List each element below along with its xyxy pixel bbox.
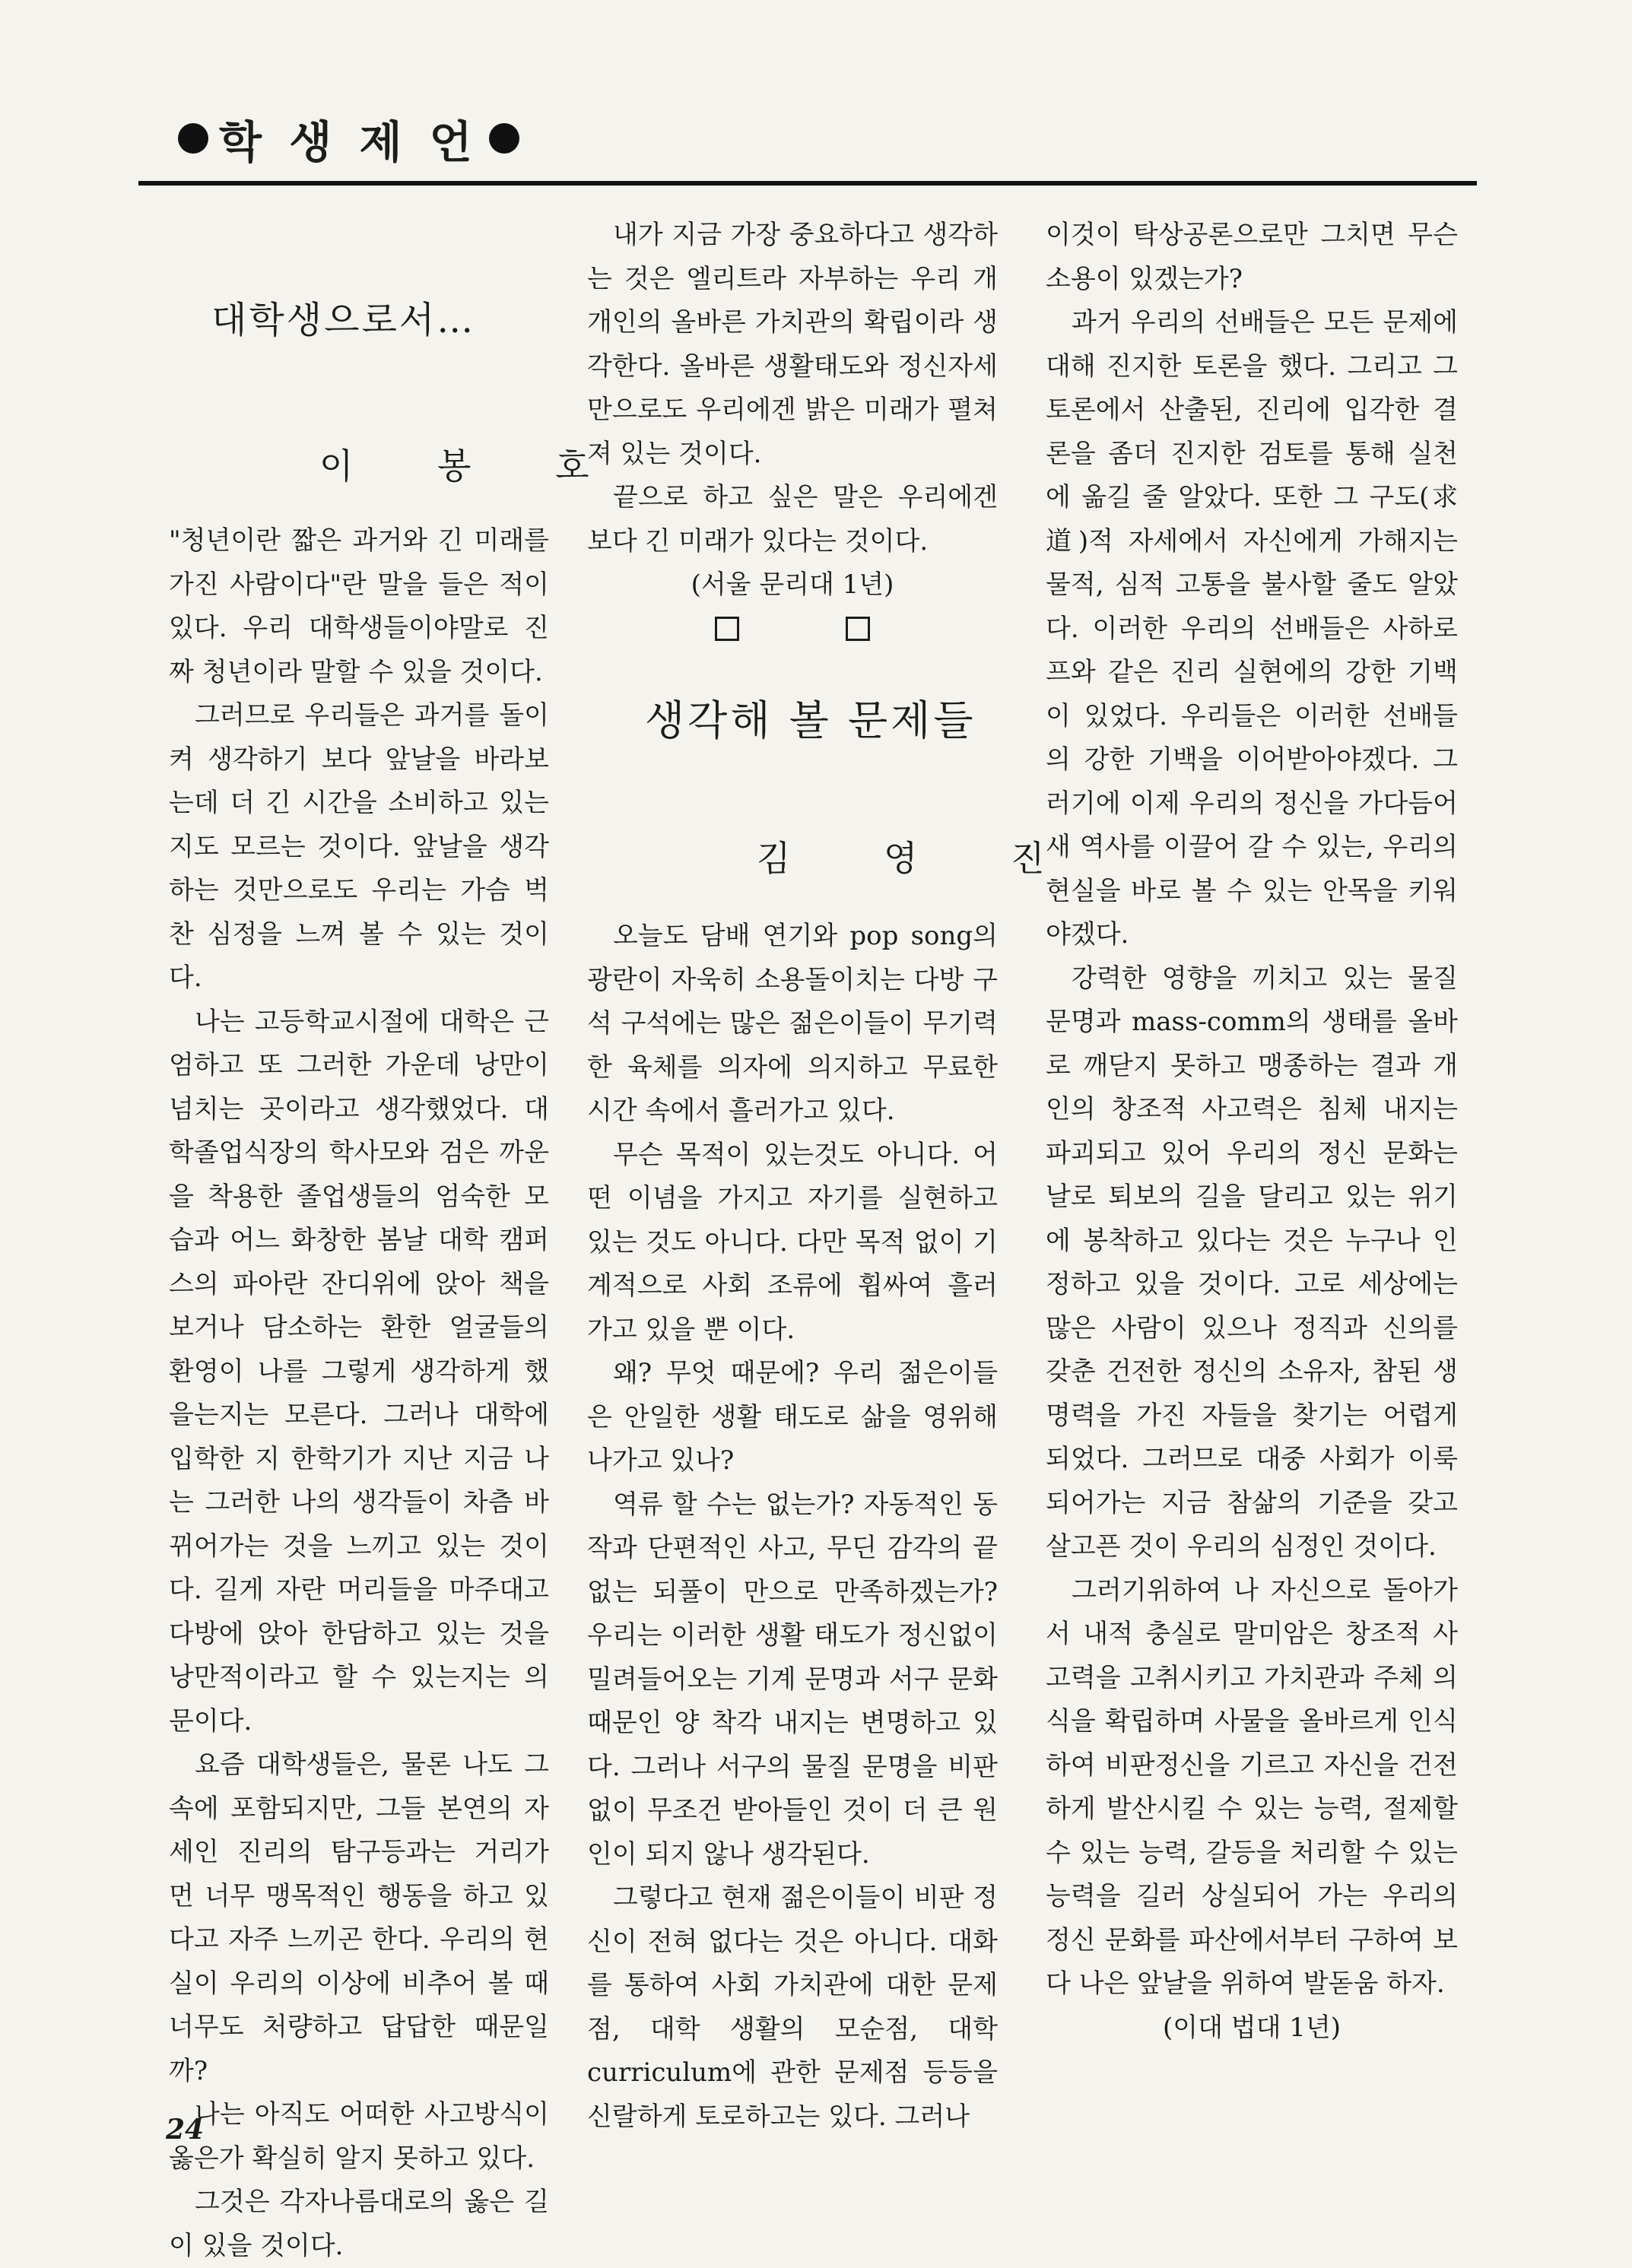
column-2	[587, 214, 998, 641]
square-icon	[715, 617, 739, 641]
paragraph: 그렇다고 현재 젊은이들이 비판 정신이 전혀 없다는 것은 아니다. 대화를 통하여 사회 가치관에 대한 문제점, 대학 생활의 모순점, 대학 curriculum에 관한 문제점 등등을 신랄하게 토로하고는 있다. 그러나	[587, 1883, 998, 2132]
paragraph: "청년이란 짧은 과거와 긴 미래를 가진 사람이다"란 말을 들은 적이 있다. 우리 대학생들이야말로 진짜 청년이라 말할 수 있을 것이다.	[169, 525, 549, 687]
paragraph: 나는 아직도 어떠한 사고방식이 옳은가 확실히 알지 못하고 있다.	[169, 2099, 549, 2174]
paragraph: 강력한 영향을 끼치고 있는 물질 문명과 mass-comm의 생태를 올바로 깨닫지 못하고 맹종하는 결과 개인의 창조적 사고력은 침체 내지는 파괴되고 있어 우리의 정신 문화는 날로 퇴보의 길을 달리고 있는 위기에 봉착하고 있다는 것은 누구나 인정하고 있을 것이다. 고로 세상에는 많은 사람이 있으나 정직과 신의를 갖춘 건전한 정신의 소유자, 참된 생명력을 가진 자들을 찾기는 어렵게 되었다. 그러므로 대중 사회가 이룩되어가는 지금 참삶의 기준을 갖고 살고픈 것이 우리의 심정인 것이다.	[1046, 963, 1458, 1562]
paragraph: 그것은 각자나름대로의 옳은 길이 있을 것이다.	[169, 2187, 549, 2261]
paragraph: 오늘도 담배 연기와 pop song의 광란이 자욱히 소용돌이치는 다방 구석 구석에는 많은 젊은이들이 무기력한 육체를 의자에 의지하고 무료한 시간 속에서 흘러가고 있다.	[587, 921, 998, 1126]
paragraph: 그러기위하여 나 자신으로 돌아가서 내적 충실로 말미암은 창조적 사고력을 고취시키고 가치관과 주체 의식을 확립하며 사물을 올바르게 인식하여 비판정신을 기르고 자신을 건전하게 발산시킬 수 있는 능력, 절제할 수 있는 능력, 갈등을 처리할 수 있는 능력을 길러 상실되어 가는 우리의 정신 문화를 파산에서부터 구하여 보다 나은 앞날을 위하여 발돋움 하자.	[1046, 1575, 1458, 1999]
paragraph: 그러므로 우리들은 과거를 돌이켜 생각하기 보다 앞날을 바라보는데 더 긴 시간을 소비하고 있는 지도 모르는 것이다. 앞날을 생각하는 것만으로도 우리는 가슴 벅찬 심정을 느껴 볼 수 있는 것이다.	[169, 700, 549, 993]
page-number: 24	[166, 2114, 205, 2146]
paragraph: 나는 고등학교시절에 대학은 근엄하고 또 그러한 가운데 낭만이 넘치는 곳이라고 생각했었다. 대학졸업식장의 학사모와 검은 까운을 착용한 졸업생들의 엄숙한 모습과 어느 화창한 봄날 대학 캠퍼스의 파아란 잔디위에 앉아 책을 보거나 담소하는 환한 얼굴들의 환영이 나를 그렇게 생각하게 했을는지는 모른다. 그러나 대학에 입학한 지 한학기가 지난 지금 나는 그러한 나의 생각들이 차츰 바뀌어가는 것을 느끼고 있는 것이다. 길게 자란 머리들을 마주대고 다방에 앉아 한담하고 있는 것을 낭만적이라고 할 수 있는지는 의문이다.	[169, 1006, 549, 1737]
column-1	[169, 519, 549, 2268]
section-header	[167, 106, 530, 170]
column-2-lower	[587, 915, 998, 2139]
section-divider	[587, 617, 998, 641]
section-title: 학 생 제 언	[219, 116, 478, 168]
article1-signature: (서울 문리대 1년)	[691, 569, 894, 600]
article2-signature: (이대 법대 1년)	[1163, 2012, 1341, 2043]
bullet-icon	[489, 123, 519, 154]
paragraph: 끝으로 하고 싶은 말은 우리에겐 보다 긴 미래가 있다는 것이다.	[587, 482, 998, 557]
paragraph: 무슨 목적이 있는것도 아니다. 어떤 이념을 가지고 자기를 실현하고 있는 것도 아니다. 다만 목적 없이 기계적으로 사회 조류에 휩싸여 흘러 가고 있을 뿐 이다.	[587, 1139, 998, 1345]
square-icon	[846, 617, 870, 641]
paragraph: 과거 우리의 선배들은 모든 문제에 대해 진지한 토론을 했다. 그리고 그 토론에서 산출된, 진리에 입각한 결론을 좀더 진지한 검토를 통해 실천에 옮길 줄 알았다. 또한 그 구도(求道)적 자세에서 자신에게 가해지는 물적, 심적 고통을 불사할 줄도 알았다. 이러한 우리의 선배들은 사하로프와 같은 진리 실현에의 강한 기백이 있었다. 우리들은 이러한 선배들의 강한 기백을 이어받아야겠다. 그러기에 이제 우리의 정신을 가다듬어 새 역사를 이끌어 갈 수 있는, 우리의 현실을 바로 볼 수 있는 안목을 키워야겠다.	[1046, 307, 1458, 950]
article1-author: 이 봉 호	[319, 446, 626, 487]
paragraph: 요즘 대학생들은, 물론 나도 그 속에 포함되지만, 그들 본연의 자세인 진리의 탐구등과는 거리가 먼 너무 맹목적인 행동을 하고 있다고 자주 느끼곤 한다. 우리의 현실이 우리의 이상에 비추어 볼 때 너무도 처량하고 답답한 때문일까?	[169, 1749, 549, 2086]
article1-title: 대학생으로서…	[211, 299, 476, 341]
paragraph: 역류 할 수는 없는가? 자동적인 동작과 단편적인 사고, 무딘 감각의 끝없는 되풀이 만으로 만족하겠는가? 우리는 이러한 생활 태도가 정신없이 밀려들어오는 기계 문명과 서구 문화때문인 양 착각 내지는 변명하고 있다. 그러나 서구의 물질 문명을 비판없이 무조건 받아들인 것이 더 큰 원인이 되지 않나 생각된다.	[587, 1489, 998, 1870]
paragraph: 이것이 탁상공론으로만 그치면 무슨 소용이 있겠는가?	[1046, 220, 1458, 294]
header-rule	[138, 181, 1477, 186]
paragraph: 내가 지금 가장 중요하다고 생각하는 것은 엘리트라 자부하는 우리 개개인의 올바른 가치관의 확립이라 생각한다. 올바른 생활태도와 정신자세만으로도 우리에겐 밝은 미래가 펼쳐져 있는 것이다.	[587, 220, 998, 469]
column-3	[1046, 214, 1458, 2050]
article2-author: 김 영 진	[757, 838, 1086, 879]
article2-title: 생각해 볼 문제들	[645, 696, 976, 744]
paragraph: 왜? 무엇 때문에? 우리 젊은이들은 안일한 생활 태도로 삶을 영위해 나가고 있나?	[587, 1358, 998, 1476]
bullet-icon	[178, 123, 208, 154]
